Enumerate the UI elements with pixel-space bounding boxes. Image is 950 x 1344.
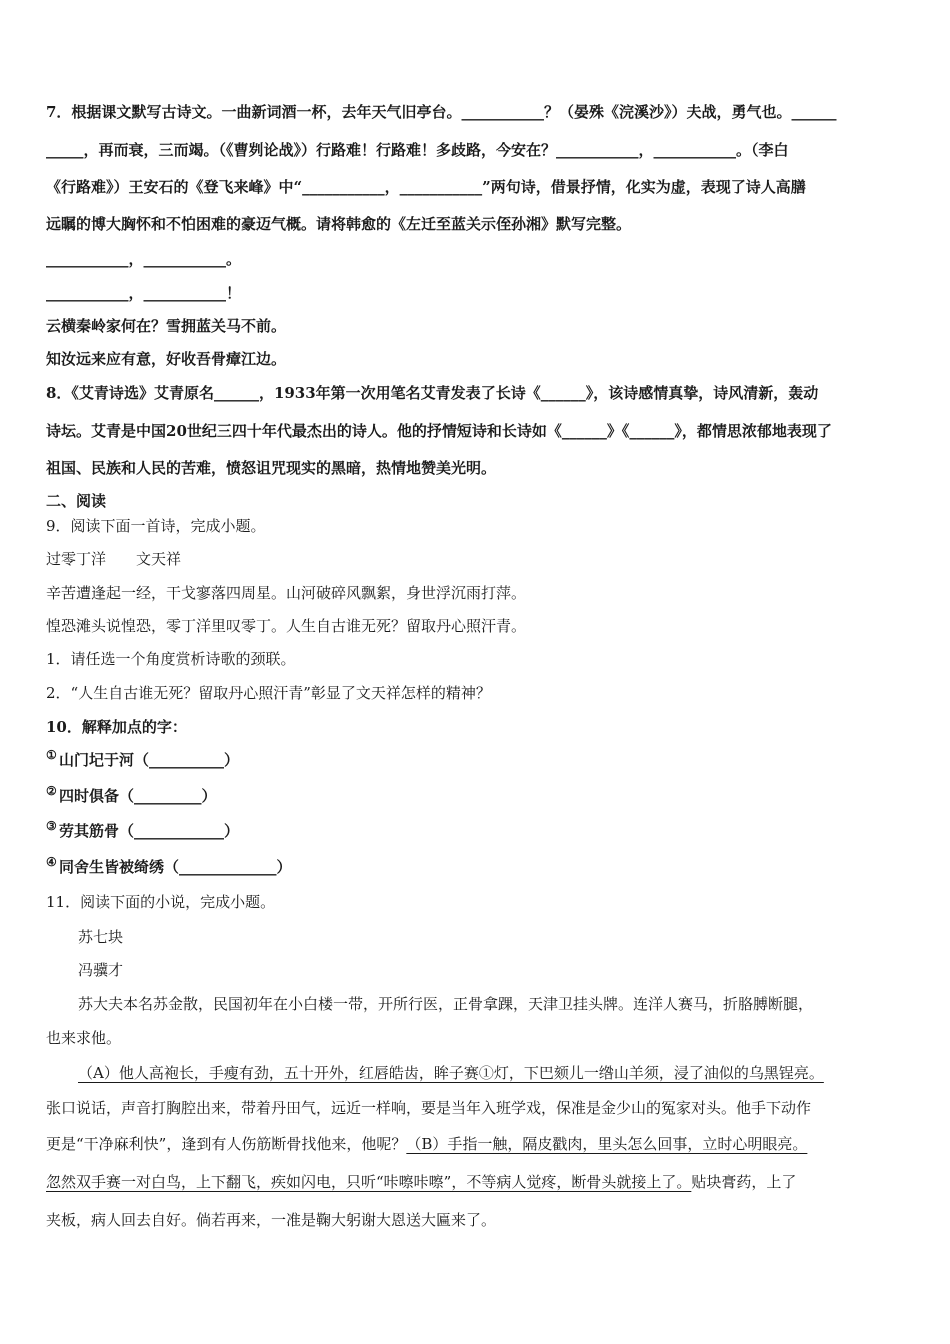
q9-sub-2: 2．“人生自古谁无死？留取丹心照汗青”彰显了文天祥怎样的精神？: [46, 684, 491, 702]
q11-intro: 11．阅读下面的小说，完成小题。: [46, 893, 276, 911]
q7-blank-line-1: ___________，___________。: [46, 250, 242, 268]
story-p2-line-3: [46, 1134, 807, 1154]
story-p2-line-5: 夹板，病人回去自好。倘若再来，一准是鞠大躬谢大恩送大匾来了。: [46, 1211, 497, 1229]
q10-item-text: 四时俱备（_________）: [59, 787, 217, 805]
story-p2-line-4-plain: 贴块膏药，上了: [691, 1173, 797, 1191]
q9-sub-1: 1．请任选一个角度赏析诗歌的颈联。: [46, 650, 296, 668]
q9-intro: 9．阅读下面一首诗，完成小题。: [46, 517, 266, 535]
section-heading: 二、阅读: [46, 492, 107, 510]
q10-item-number: ③: [46, 819, 57, 833]
q10-item-number: ④: [46, 855, 57, 869]
q7-line-4: 远瞩的博大胸怀和不怕困难的豪迈气概。请将韩愈的《左迁至蓝关示侄孙湘》默写完整。: [46, 215, 632, 233]
q10-item-2: [46, 786, 217, 807]
story-p2-line-3-underlined: （B）手指一触，隔皮戳肉，里头怎么回事，立时心明眼亮。: [406, 1135, 808, 1153]
q7-verse-3: 云横秦岭家何在？雪拥蓝关马不前。: [46, 317, 287, 335]
poem-title: 过零丁洋 文天祥: [46, 550, 182, 568]
q8-line-2: 诗坛。艾青是中国20世纪三四十年代最杰出的诗人。他的抒情短诗和长诗如《______》《______》，都情思浓郁地表现了: [46, 422, 832, 440]
q8-line-3: 祖国、民族和人民的苦难，愤怒诅咒现实的黑暗，热情地赞美光明。: [46, 459, 497, 477]
story-p1-line-2: 也来求他。: [46, 1029, 122, 1047]
q7-blank-line-2: ___________，___________！: [46, 284, 242, 302]
q10-item-4: [46, 857, 292, 878]
story-p1-line-1: 苏大夫本名苏金散，民国初年在小白楼一带，开所行医，正骨拿踝，天津卫挂头牌。连洋人赛马，折胳膊断腿，: [78, 995, 814, 1013]
story-p2-line-2: 张口说话，声音打胸腔出来，带着丹田气，远近一样响，要是当年入班学戏，保准是金少山的冤家对头。他手下动作: [46, 1099, 812, 1117]
q8-line-1: 8．《艾青诗选》艾青原名______，1933年第一次用笔名艾青发表了长诗《______》，该诗感情真挚，诗风清新，轰动: [46, 384, 819, 402]
q10-item-1: [46, 750, 239, 771]
q10-item-text: 劳其筋骨（____________）: [59, 822, 240, 840]
q7-line-2: _____，再而衰，三而竭。（《曹刿论战》）行路难！行路难！多歧路，今安在？___________，___________。（李白: [46, 141, 789, 159]
q10-item-number: ①: [46, 748, 57, 762]
q7-line-3: 《行路难》）王安石的《登飞来峰》中“___________，___________”两句诗，借景抒情，化实为虚，表现了诗人高膳: [46, 178, 806, 196]
story-author: 冯骥才: [78, 961, 124, 979]
q10-item-3: [46, 821, 239, 842]
poem-line-1: 辛苦遭逢起一经，干戈寥落四周星。山河破碎风飘絮，身世浮沉雨打萍。: [46, 584, 527, 602]
q10-item-text: 同舍生皆被绮绣（_____________）: [59, 858, 292, 876]
q7-line-1: 7．根据课文默写古诗文。一曲新词酒一杯，去年天气旧亭台。___________？（晏殊《浣溪沙》）夫战，勇气也。______: [46, 103, 837, 121]
q10-title: 10．解释加点的字：: [46, 718, 187, 736]
q10-item-text: 山门圮于河（__________）: [59, 751, 240, 769]
story-title: 苏七块: [78, 928, 124, 946]
q7-verse-4: 知汝远来应有意，好收吾骨瘴江边。: [46, 350, 287, 368]
story-p2-line-4: [46, 1172, 796, 1192]
story-p2-line-3-plain: 更是“干净麻利快”，逢到有人伤筋断骨找他来，他呢？: [46, 1135, 407, 1153]
poem-line-2: 惶恐滩头说惶恐，零丁洋里叹零丁。人生自古谁无死？留取丹心照汗青。: [46, 617, 527, 635]
story-p2-line-4-underlined: 忽然双手赛一对白鸟，上下翻飞，疾如闪电，只听“咔嚓咔嚓”，不等病人觉疼，断骨头就接上了。: [46, 1173, 692, 1191]
q10-item-number: ②: [46, 784, 57, 798]
story-p2-line-1: （A）他人高袍长，手瘦有劲，五十开外，红唇皓齿，眸子赛①灯，下巴颏儿一绺山羊须，浸了油似的乌黑锃亮。: [78, 1064, 824, 1082]
